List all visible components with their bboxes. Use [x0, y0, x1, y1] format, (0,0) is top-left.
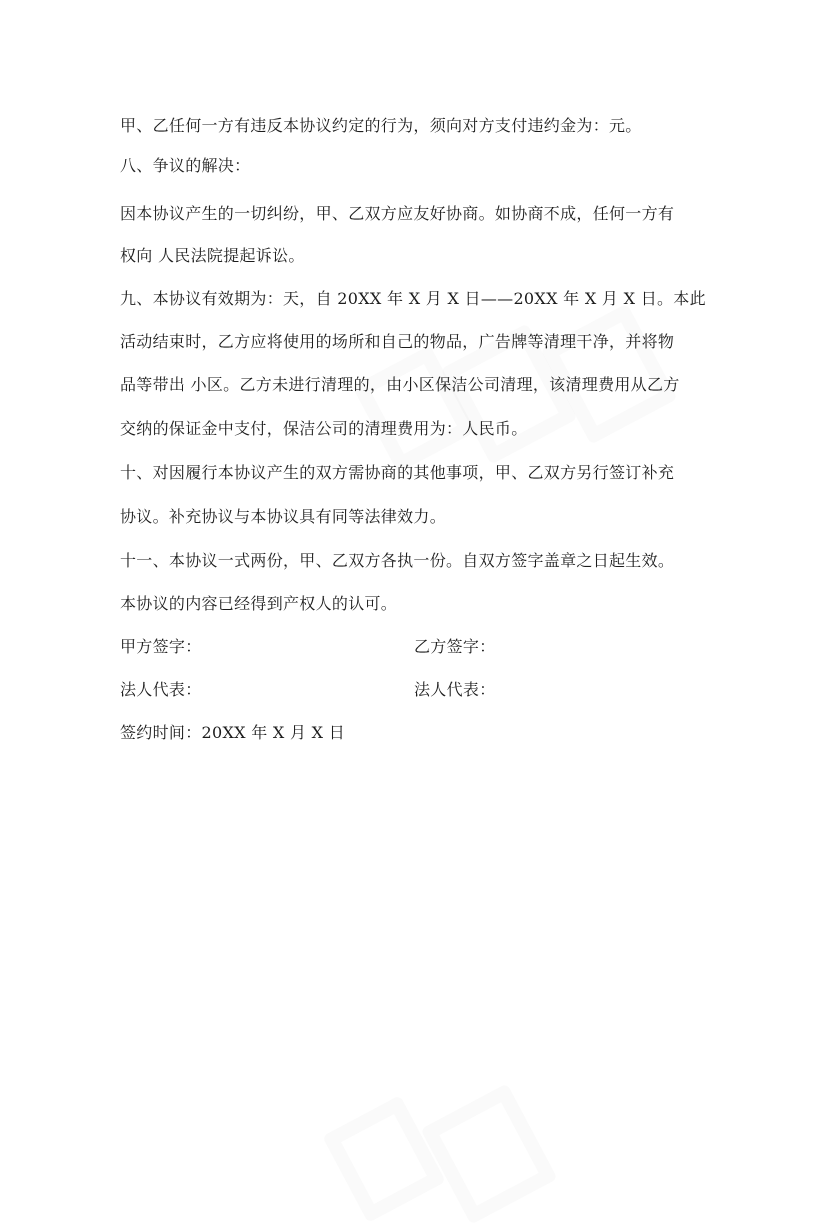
section-10-line-1: 十、对因履行本协议产生的双方需协商的其他事项，甲、乙双方另行签订补充 — [120, 463, 675, 482]
section-9-line-4: 交纳的保证金中支付，保洁公司的清理费用为：人民币。 — [120, 419, 528, 438]
clause-penalty: 甲、乙任何一方有违反本协议约定的行为，须向对方支付违约金为：元。 — [120, 116, 642, 135]
section-9-line-3: 品等带出 小区。乙方未进行清理的，由小区保洁公司清理，该清理费用从乙方 — [120, 375, 680, 394]
section-8-text-line-2: 权向 人民法院提起诉讼。 — [120, 246, 305, 265]
section-8-text-line-1: 因本协议产生的一切纠纷，甲、乙双方应友好协商。如协商不成，任何一方有 — [120, 204, 675, 223]
party-b-signature-label: 乙方签字： — [414, 637, 496, 656]
section-9-line-2: 活动结束时，乙方应将使用的场所和自己的物品，广告牌等清理干净，并将物 — [120, 332, 675, 351]
section-9-line-1: 九、本协议有效期为：天，自 20XX 年 X 月 X 日——20XX 年 X 月 X 日。本此 — [120, 289, 706, 308]
section-11-line-2: 本协议的内容已经得到产权人的认可。 — [120, 594, 398, 613]
party-b-representative-label: 法人代表： — [414, 680, 496, 699]
party-a-signature-label: 甲方签字： — [120, 637, 202, 656]
party-a-representative-label: 法人代表： — [120, 680, 202, 699]
signing-date: 签约时间：20XX 年 X 月 X 日 — [120, 723, 346, 742]
section-10-line-2: 协议。补充协议与本协议具有同等法律效力。 — [120, 507, 447, 526]
section-11-line-1: 十一、本协议一式两份，甲、乙双方各执一份。自双方签字盖章之日起生效。 — [120, 551, 675, 570]
watermark-bottom — [280, 1080, 580, 1174]
section-8-heading: 八、争议的解决： — [120, 156, 251, 175]
